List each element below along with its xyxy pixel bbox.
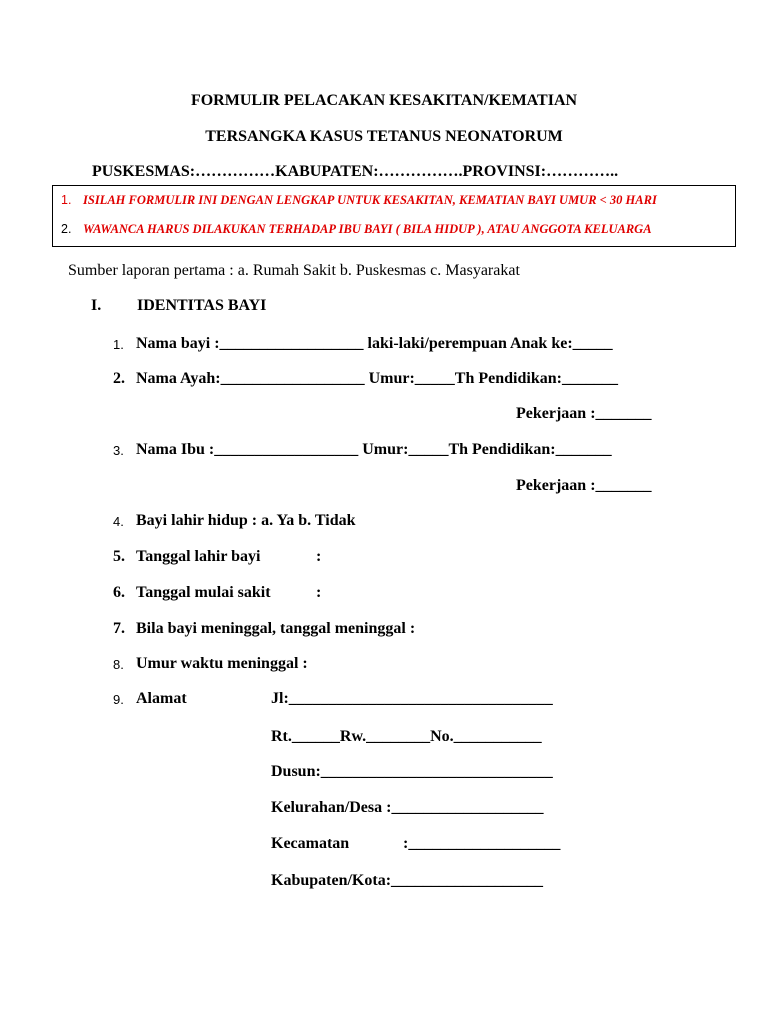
field-father-job[interactable]: Pekerjaan :_______ [516,405,652,422]
instruction-2-number: 2. [61,222,72,236]
instruction-1 [61,193,657,208]
address-kabupaten-field[interactable]: Kabupaten/Kota:___________________ [271,872,544,889]
field-sick-date-input[interactable]: : [316,584,322,601]
form-title: FORMULIR PELACAKAN KESAKITAN/KEMATIAN [190,92,578,109]
field-born-alive[interactable]: Bayi lahir hidup : a. Ya b. Tidak [136,512,356,529]
instructions-box [52,185,736,247]
instruction-1-number: 1. [61,193,72,207]
field-address-label: Alamat [136,690,187,707]
address-street-field[interactable]: Jl:_________________________________ [271,690,553,707]
field-1-number: 1. [113,337,124,352]
address-kelurahan-field[interactable]: Kelurahan/Desa :___________________ [271,799,544,816]
field-5-number: 5. [113,548,125,565]
address-kecamatan-field[interactable]: :___________________ [403,835,561,852]
section-number: I. [91,297,102,314]
location-line: PUSKESMAS:……………KABUPATEN:…………….PROVINSI:………….. [92,163,619,180]
field-sick-date-label: Tanggal mulai sakit [136,584,271,601]
report-source: Sumber laporan pertama : a. Rumah Sakit b. Puskesmas c. Masyarakat [68,262,520,279]
field-3-number: 3. [113,443,124,458]
section-title: IDENTITAS BAYI [137,297,267,314]
field-9-number: 9. [113,692,124,707]
field-mother-name[interactable]: Nama Ibu :__________________ Umur:_____Th Pendidikan:_______ [136,441,612,458]
address-dusun-field[interactable]: Dusun:_____________________________ [271,763,553,780]
field-birth-date-input[interactable]: : [316,548,322,565]
field-6-number: 6. [113,584,125,601]
address-kecamatan-label: Kecamatan [271,835,350,852]
field-7-number: 7. [113,620,125,637]
field-8-number: 8. [113,657,124,672]
field-2-number: 2. [113,370,125,387]
instruction-1-text: ISILAH FORMULIR INI DENGAN LENGKAP UNTUK KESAKITAN, KEMATIAN BAYI UMUR < 30 HARI [83,193,657,207]
field-death-date[interactable]: Bila bayi meninggal, tanggal meninggal : [136,620,416,637]
field-birth-date-label: Tanggal lahir bayi [136,548,261,565]
field-father-name[interactable]: Nama Ayah:__________________ Umur:_____Th Pendidikan:_______ [136,370,618,387]
field-death-age[interactable]: Umur waktu meninggal : [136,655,308,672]
form-subtitle: TERSANGKA KASUS TETANUS NEONATORUM [205,128,563,145]
address-rt-rw-field[interactable]: Rt.______Rw.________No.___________ [271,728,542,745]
field-mother-job[interactable]: Pekerjaan :_______ [516,477,652,494]
field-baby-name[interactable]: Nama bayi :__________________ laki-laki/perempuan Anak ke:_____ [136,335,613,352]
instruction-2-text: WAWANCA HARUS DILAKUKAN TERHADAP IBU BAYI ( BILA HIDUP ), ATAU ANGGOTA KELUARGA [83,222,652,236]
field-4-number: 4. [113,514,124,529]
instruction-2 [61,222,652,237]
